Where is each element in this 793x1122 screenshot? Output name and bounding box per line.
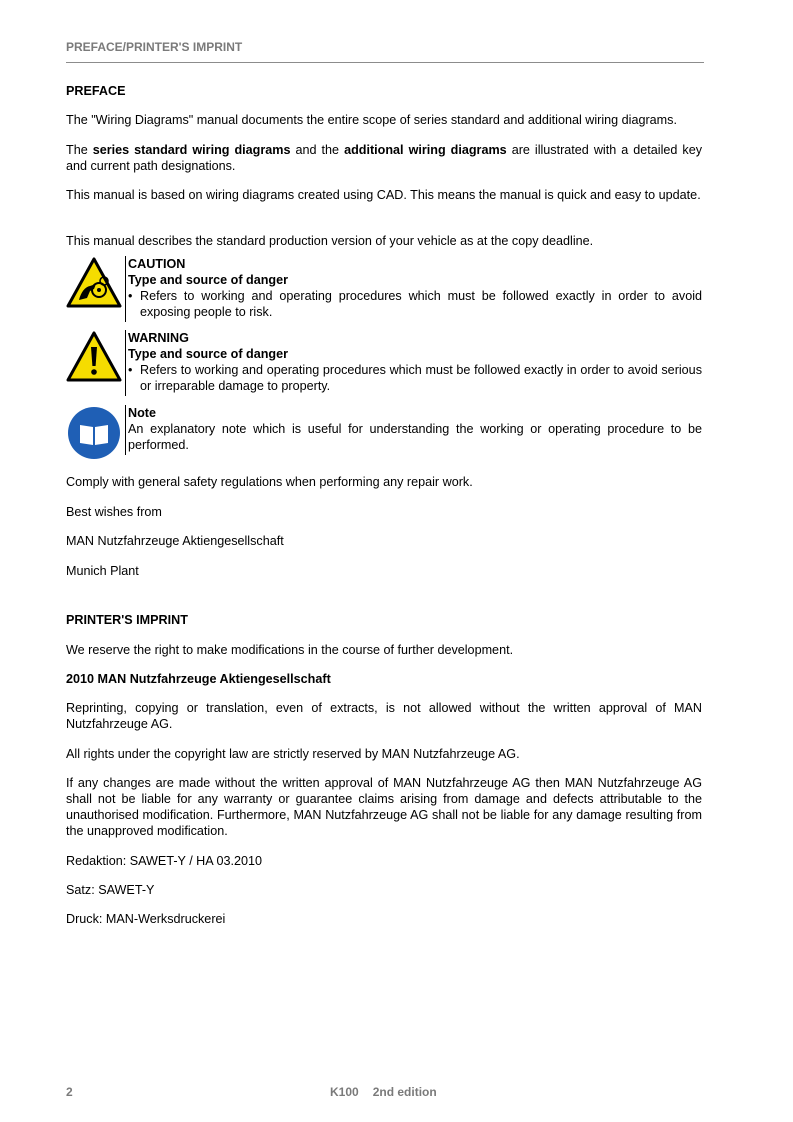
caution-bullet-text: Refers to working and operating procedures which must be followed exactly in order to avoid exposing people to risk. — [140, 289, 702, 319]
imprint-paragraph-2: Reprinting, copying or translation, even of extracts, is not allowed without the written approval of MAN Nutzfahrzeuge AG. — [66, 701, 702, 731]
warning-exclamation-icon — [66, 330, 122, 386]
warning-body — [128, 330, 702, 394]
imprint-heading: PRINTER'S IMPRINT — [66, 613, 188, 627]
preface-paragraph-7: MAN Nutzfahrzeuge Aktiengesellschaft — [66, 534, 284, 548]
note-body — [128, 405, 702, 453]
preface-paragraph-3: This manual is based on wiring diagrams created using CAD. This means the manual is quick and easy to update. — [66, 188, 701, 202]
imprint-paragraph-3: All rights under the copyright law are strictly reserved by MAN Nutzfahrzeuge AG. — [66, 747, 520, 761]
bold-additional: additional wiring diagrams — [344, 143, 507, 157]
bullet-dot: • — [128, 363, 133, 377]
caution-notice — [66, 256, 702, 322]
warning-bullet — [128, 362, 702, 394]
preface-heading: PREFACE — [66, 84, 126, 98]
warning-subtitle: Type and source of danger — [128, 347, 289, 361]
caution-body — [128, 256, 702, 320]
note-notice — [66, 405, 702, 461]
imprint-paragraph-1: We reserve the right to make modifications in the course of further development. — [66, 643, 514, 657]
imprint-satz: Satz: SAWET-Y — [66, 883, 155, 897]
header-rule — [66, 62, 704, 63]
note-divider — [125, 405, 126, 455]
warning-notice — [66, 330, 702, 396]
caution-bullet — [128, 288, 702, 320]
footer-edition-info — [330, 1085, 451, 1099]
footer-edition: 2nd edition — [372, 1085, 437, 1099]
bullet-dot: • — [128, 289, 133, 303]
caution-title: CAUTION — [128, 257, 186, 271]
preface-paragraph-1: The "Wiring Diagrams" manual documents the entire scope of series standard and additional wiring diagrams. — [66, 113, 677, 127]
imprint-paragraph-4: If any changes are made without the written approval of MAN Nutzfahrzeuge AG then MAN Nutzfahrzeuge AG shall not be liable for any warranty or guarantee claims arising from damage and defects attributable to the unauthorised modification. Furthermore, MAN Nutzfahrzeuge AG shall not be liable for any damage resulting from the unapproved modification. — [66, 776, 702, 838]
warning-divider — [125, 330, 126, 396]
bold-series-standard: series standard wiring diagrams — [92, 143, 291, 157]
warning-title: WARNING — [128, 331, 189, 345]
caution-subtitle: Type and source of danger — [128, 273, 289, 287]
note-text: An explanatory note which is useful for understanding the working or operating procedure to be performed. — [128, 422, 702, 452]
note-title: Note — [128, 406, 156, 420]
running-header: PREFACE/PRINTER'S IMPRINT — [66, 40, 243, 54]
read-manual-book-icon — [66, 405, 122, 461]
preface-paragraph-4: This manual describes the standard production version of your vehicle as at the copy deadline. — [66, 234, 594, 248]
preface-paragraph-2: The series standard wiring diagrams and the additional wiring diagrams are illustrated with a detailed key and current path designations. — [66, 143, 703, 173]
preface-paragraph-8: Munich Plant — [66, 564, 139, 578]
preface-paragraph-6: Best wishes from — [66, 505, 162, 519]
warning-bullet-text: Refers to working and operating procedures which must be followed exactly in order to avoid serious or irreparable damage to property. — [140, 363, 702, 393]
caution-divider — [125, 256, 126, 322]
imprint-druck: Druck: MAN-Werksdruckerei — [66, 912, 226, 926]
footer-doc-code: K100 — [330, 1085, 359, 1099]
imprint-subheading: 2010 MAN Nutzfahrzeuge Aktiengesellschaft — [66, 672, 331, 686]
preface-paragraph-5: Comply with general safety regulations when performing any repair work. — [66, 475, 473, 489]
footer-page-number: 2 — [66, 1085, 73, 1099]
caution-hand-hazard-icon — [66, 256, 122, 312]
imprint-redaktion: Redaktion: SAWET-Y / HA 03.2010 — [66, 854, 263, 868]
